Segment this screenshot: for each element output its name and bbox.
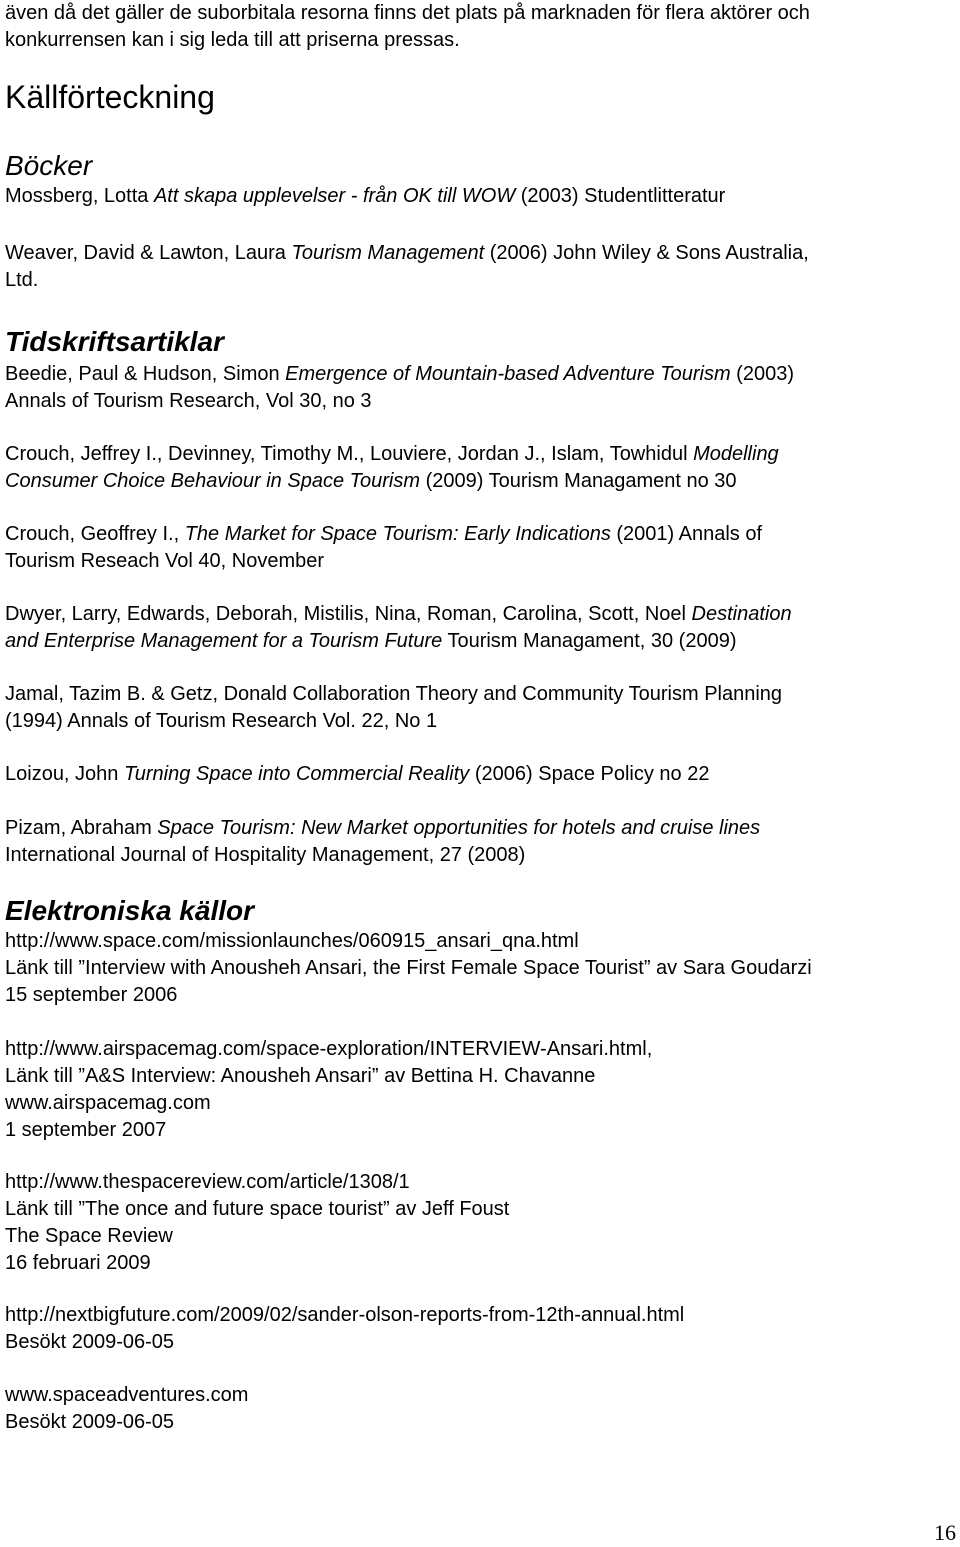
section-heading-journals: Tidskriftsartiklar bbox=[5, 326, 224, 357]
source-3-link-title: Länk till ”The once and future space tourist” av Jeff Foust bbox=[5, 1198, 510, 1220]
page-number: 16 bbox=[934, 1520, 956, 1545]
article-authors: Beedie, Paul & Hudson, Simon bbox=[5, 363, 286, 385]
intro-line-1: även då det gäller de suborbitala resorna finns det plats på marknaden för flera aktörer och bbox=[5, 2, 810, 24]
book-entry-2-cont: Ltd. bbox=[5, 269, 39, 291]
source-1-date: 15 september 2006 bbox=[5, 984, 178, 1006]
book-author: Weaver, David & Lawton, Laura bbox=[5, 242, 292, 264]
article-title: Space Tourism: New Market opportunities for hotels and cruise lines bbox=[157, 817, 761, 839]
article-authors: Loizou, John bbox=[5, 763, 124, 785]
book-publisher: (2006) John Wiley & Sons Australia, bbox=[484, 242, 809, 264]
section-heading-electronic: Elektroniska källor bbox=[5, 895, 255, 926]
article-source: Tourism Managament, 30 (2009) bbox=[442, 630, 737, 652]
book-entry-2 bbox=[5, 240, 809, 267]
article-title: and Enterprise Management for a Tourism Future bbox=[5, 630, 443, 652]
source-1-url[interactable]: http://www.space.com/missionlaunches/060915_ansari_qna.html bbox=[5, 930, 579, 952]
article-2-line-1 bbox=[5, 441, 779, 468]
page-title: Källförteckning bbox=[5, 79, 215, 115]
article-authors: Pizam, Abraham bbox=[5, 817, 158, 839]
source-4-url[interactable]: http://nextbigfuture.com/2009/02/sander-olson-reports-from-12th-annual.html bbox=[5, 1304, 685, 1326]
article-3-line-1 bbox=[5, 521, 762, 548]
article-authors: Dwyer, Larry, Edwards, Deborah, Mistilis, Nina, Roman, Carolina, Scott, Noel bbox=[5, 603, 692, 625]
article-5-line-2: (1994) Annals of Tourism Research Vol. 22, No 1 bbox=[5, 710, 438, 732]
article-title: Destination bbox=[691, 603, 792, 625]
article-title: Emergence of Mountain-based Adventure Tourism bbox=[285, 363, 731, 385]
section-heading-books: Böcker bbox=[5, 150, 93, 181]
article-title: The Market for Space Tourism: Early Indications bbox=[184, 523, 611, 545]
article-title: Turning Space into Commercial Reality bbox=[123, 763, 470, 785]
source-5-url[interactable]: www.spaceadventures.com bbox=[5, 1384, 249, 1406]
intro-line-2: konkurrensen kan i sig leda till att priserna pressas. bbox=[5, 29, 460, 51]
source-5-visited: Besökt 2009-06-05 bbox=[5, 1411, 175, 1433]
article-6-line-1 bbox=[5, 761, 709, 788]
article-3-line-2: Tourism Reseach Vol 40, November bbox=[5, 550, 325, 572]
article-1-line-2: Annals of Tourism Research, Vol 30, no 3 bbox=[5, 390, 372, 412]
book-title: Att skapa upplevelser - från OK till WOW bbox=[153, 185, 516, 207]
book-entry-1 bbox=[5, 183, 725, 210]
article-5-line-1: Jamal, Tazim B. & Getz, Donald Collaboration Theory and Community Tourism Planning bbox=[5, 683, 783, 705]
source-2-site: www.airspacemag.com bbox=[5, 1092, 211, 1114]
article-title: Modelling bbox=[693, 443, 779, 465]
article-1-line-1 bbox=[5, 361, 794, 388]
article-year: (2003) bbox=[730, 363, 794, 385]
book-author: Mossberg, Lotta bbox=[5, 185, 154, 207]
source-3-url[interactable]: http://www.thespacereview.com/article/1308/1 bbox=[5, 1171, 410, 1193]
article-2-line-2 bbox=[5, 468, 737, 495]
article-source: (2009) Tourism Managament no 30 bbox=[420, 470, 737, 492]
article-4-line-1 bbox=[5, 601, 792, 628]
source-4-visited: Besökt 2009-06-05 bbox=[5, 1331, 175, 1353]
article-source: (2001) Annals of bbox=[610, 523, 763, 545]
source-1-link-title: Länk till ”Interview with Anousheh Ansari, the First Female Space Tourist” av Sara Goudarzi bbox=[5, 957, 812, 979]
source-2-date: 1 september 2007 bbox=[5, 1119, 167, 1141]
article-7-line-1 bbox=[5, 815, 760, 842]
book-publisher: (2003) Studentlitteratur bbox=[515, 185, 726, 207]
source-3-site: The Space Review bbox=[5, 1225, 173, 1247]
article-authors: Crouch, Geoffrey I., bbox=[5, 523, 185, 545]
book-title: Tourism Management bbox=[291, 242, 485, 264]
source-2-link-title: Länk till ”A&S Interview: Anousheh Ansari” av Bettina H. Chavanne bbox=[5, 1065, 596, 1087]
article-7-line-2: International Journal of Hospitality Management, 27 (2008) bbox=[5, 844, 526, 866]
article-authors: Crouch, Jeffrey I., Devinney, Timothy M., Louviere, Jordan J., Islam, Towhidul bbox=[5, 443, 694, 465]
article-4-line-2 bbox=[5, 628, 737, 655]
article-title: Consumer Choice Behaviour in Space Tourism bbox=[5, 470, 421, 492]
article-source: (2006) Space Policy no 22 bbox=[469, 763, 710, 785]
source-3-date: 16 februari 2009 bbox=[5, 1252, 151, 1274]
source-2-url[interactable]: http://www.airspacemag.com/space-exploration/INTERVIEW-Ansari.html, bbox=[5, 1038, 653, 1060]
